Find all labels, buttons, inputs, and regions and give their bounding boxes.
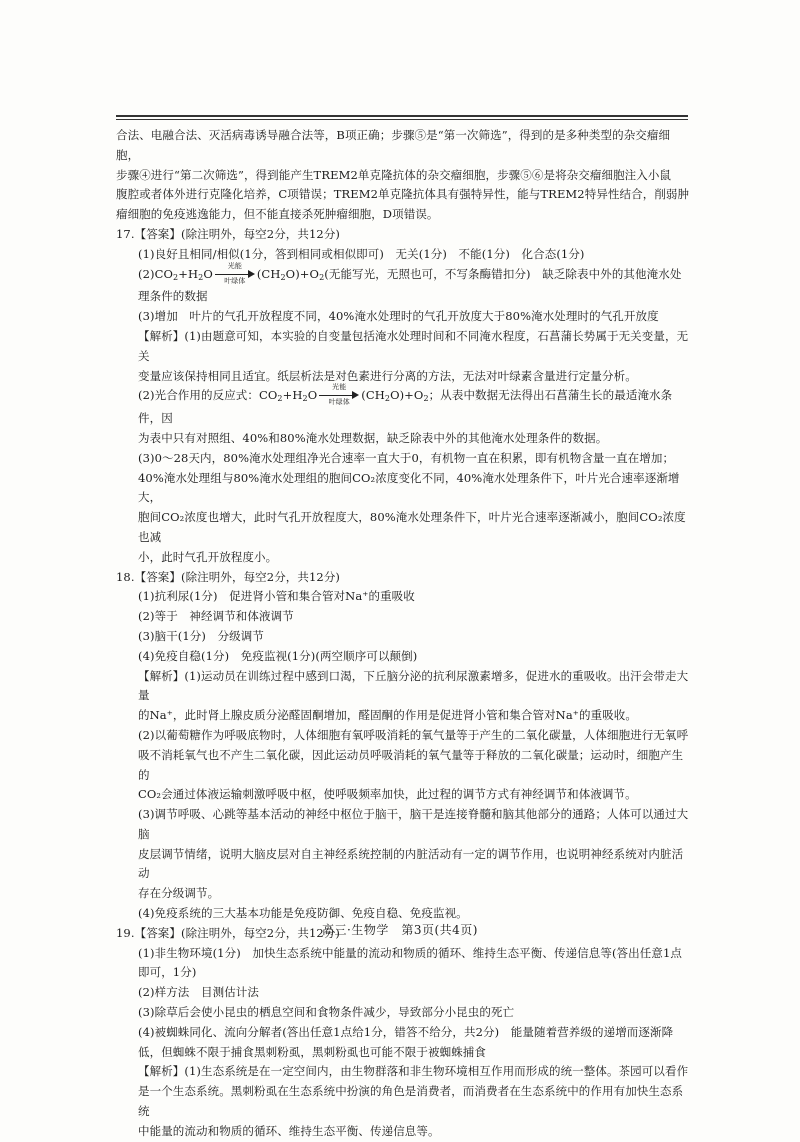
analysis-line: (3)调节呼吸、心跳等基本活动的神经中枢位于脑干，脑干是连接脊髓和脑其他部分的通路；人体可以通过大脑 [138, 807, 689, 841]
analysis-line: 中能量的流动和物质的循环、维持生态平衡、传递信息等。 [138, 1123, 440, 1138]
analysis-line: 的Na⁺，此时肾上腺皮质分泌醛固酮增加，醛固酮的作用是促进肾小管和集合管对Na⁺的重吸收。 [138, 708, 637, 723]
text-line: 步骤④进行“第二次筛选”，得到能产生TREM2单克隆抗体的杂交瘤细胞，步骤⑤⑥是将杂交瘤细胞注入小鼠 [116, 167, 672, 182]
answer-line: 理条件的数据 [138, 289, 208, 304]
answer-line: (1)非生物环境(1分) 加快生态系统中能量的流动和物质的循环、维持生态平衡、传递信息等(答出任意1点 [138, 945, 682, 960]
equation-line: (2)光合作用的反应式：$CO_2+H_2O$ 光能 叶绿体 $(CH_2O)+O_2$；从表中数据无法得出石菖蒲生长的最适淹水条件，因 [138, 383, 673, 426]
analysis-line: 【解析】(1)生态系统是在一定空间内，由生物群落和非生物环境相互作用而形成的统一整体。茶园可以看作 [138, 1064, 689, 1079]
answer-line: 即可，1分) [138, 965, 197, 980]
analysis-line: CO₂会通过体液运输刺激呼吸中枢，使呼吸频率加快，此过程的调节方式有神经调节和体液调节。 [138, 787, 637, 802]
answer-line: (2)样方法 目测估计法 [138, 985, 259, 1000]
analysis-line: 吸不消耗氧气也不产生二氧化碳，因此运动员呼吸消耗的氧气量等于释放的二氧化碳量；运动时，细胞产生的 [138, 747, 684, 782]
answer-line: 低，但蜘蛛不限于捕食黑刺粉虱，黑刺粉虱也可能不限于被蜘蛛捕食 [138, 1044, 486, 1059]
header-rule [116, 115, 688, 120]
analysis-line: (4)免疫系统的三大基本功能是免疫防御、免疫自稳、免疫监视。 [138, 906, 468, 921]
text-line: 腹腔或者体外进行克隆化培养，C项错误；TREM2单克隆抗体具有强特异性，能与TREM2特异性结合，削弱肿 [116, 187, 690, 202]
answer-line: (3)增加 叶片的气孔开放程度不同，40%淹水处理时的气孔开放度大于80%淹水处理时的气孔开放度 [138, 309, 659, 324]
text-line: 瘤细胞的免疫逃逸能力，但不能直接杀死肿瘤细胞，D项错误。 [116, 207, 439, 222]
answer-line: (1)抗利尿(1分) 促进肾小管和集合管对Na⁺的重吸收 [138, 589, 415, 604]
analysis-line: 胞间CO₂浓度也增大，此时气孔开放程度大，80%淹水处理条件下，叶片光合速率逐渐减小，胞间CO₂浓度也减 [138, 510, 686, 544]
analysis-line: 【解析】(1)运动员在训练过程中感到口渴，下丘脑分泌的抗利尿激素增多，促进水的重吸收。出汗会带走大量 [138, 668, 689, 703]
analysis-line: 变量应该保持相同且适宜。纸层析法是对色素进行分离的方法，无法对叶绿素含量进行定量分析。 [138, 368, 637, 383]
answer-line: (3)除草后会使小昆虫的栖息空间和食物条件减少，导致部分小昆虫的死亡 [138, 1005, 515, 1020]
question-18-heading: 18.【答案】(除注明外，每空2分，共12分) [116, 569, 341, 584]
reaction-arrow: 光能 叶绿体 [319, 389, 359, 403]
analysis-line: 【解析】(1)由题意可知，本实验的自变量包括淹水处理时间和不同淹水程度，石菖蒲长势属于无关变量，无关 [138, 328, 689, 363]
analysis-line: 小，此时气孔开放程度小。 [138, 549, 278, 564]
analysis-line: (2)以葡萄糖作为呼吸底物时，人体细胞有氧呼吸消耗的氧气量等于产生的二氧化碳量，人体细胞进行无氧呼 [138, 727, 689, 742]
text-line: 合法、电融合法、灭活病毒诱导融合法等，B项正确；步骤⑤是“第一次筛选”，得到的是多种类型的杂交瘤细胞， [116, 128, 671, 162]
analysis-line: 是一个生态系统。黑刺粉虱在生态系统中扮演的角色是消费者，而消费者在生态系统中的作用有加快生态系统 [138, 1084, 684, 1119]
answer-line: (4)被蜘蛛同化、流向分解者(答出任意1点给1分，错答不给分，共2分) 能量随着营养级的递增而逐渐降 [138, 1024, 674, 1039]
analysis-line: 40%淹水处理组与80%淹水处理组的胞间CO₂浓度变化不同，40%淹水处理条件下，叶片光合速率逐渐增大， [138, 470, 680, 505]
answer-line: (3)脑干(1分) 分级调节 [138, 628, 264, 643]
analysis-line: 为表中只有对照组、40%和80%淹水处理数据，缺乏除表中外的其他淹水处理条件的数据。 [138, 430, 608, 445]
answer-line: (4)免疫自稳(1分) 免疫监视(1分)(两空顺序可以颠倒) [138, 648, 418, 663]
answer-content [116, 126, 691, 1142]
answer-line: (1)良好且相同/相似(1分，答到相同或相似即可) 无关(1分) 不能(1分) 化合态(1分) [138, 246, 585, 261]
analysis-line: 皮层调节情绪，说明大脑皮层对自主神经系统控制的内脏活动有一定的调节作用，也说明神经系统对内脏活动 [138, 846, 684, 881]
answer-line: (2)等于 神经调节和体液调节 [138, 609, 294, 624]
reaction-arrow: 光能 叶绿体 [215, 268, 255, 282]
analysis-line: (3)0～28天内，80%淹水处理组净光合速率一直大于0，有机物一直在积累，即有机物含量一直在增加； [138, 450, 675, 465]
question-19-heading: 19.【答案】(除注明外，每空2分，共12分) [116, 925, 341, 940]
page-footer: 高三·生物学 第3页(共4页) [322, 923, 478, 937]
equation-line: $(2)CO_2+H_2O$ 光能 叶绿体 $(CH_2O)+O_2$(无能写光，无照也可，不写条酶错扣分) 缺乏除表中外的其他淹水处 [138, 261, 682, 285]
analysis-line: 存在分级调节。 [138, 886, 220, 901]
question-17-heading: 17.【答案】(除注明外，每空2分，共12分) [116, 226, 341, 241]
